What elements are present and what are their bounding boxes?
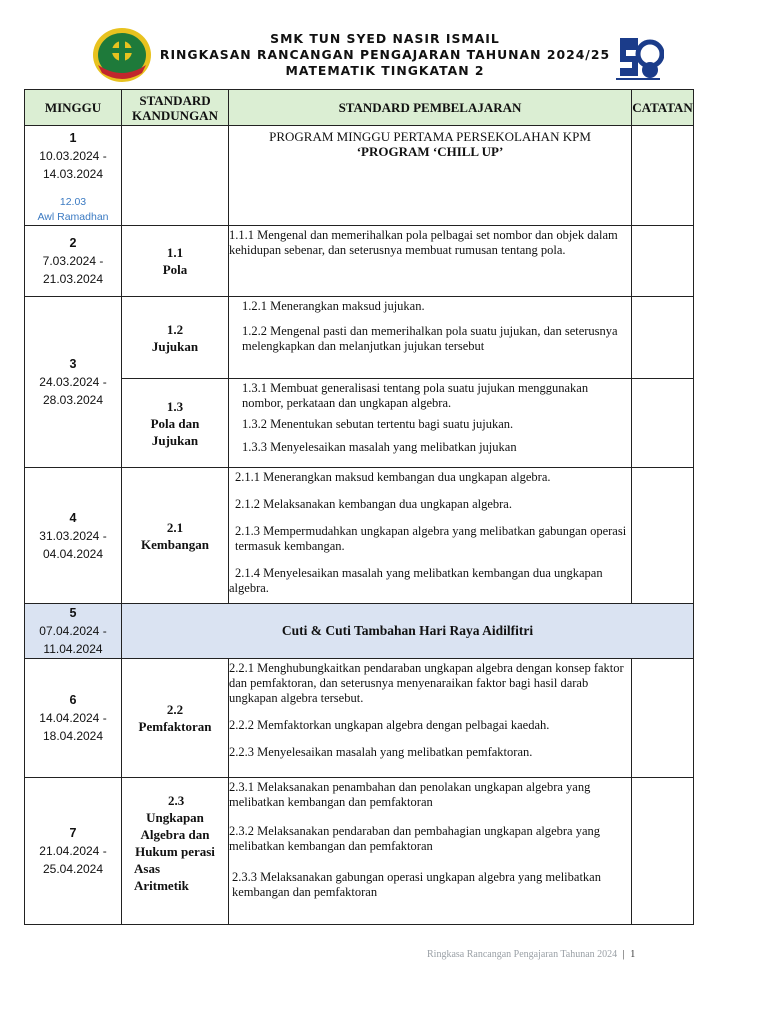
week-date-start: 14.04.2024 - [39,711,107,725]
learning-standard-cell [229,778,632,925]
header-learning-standard: STANDARD PEMBELAJARAN [229,90,632,126]
sk-name-line: Asas [134,861,161,876]
header-notes: CATATAN [632,90,694,126]
sk-name: Pemfaktoran [138,719,212,734]
ministry-program-logo [612,30,664,84]
holiday-label: Cuti & Cuti Tambahan Hari Raya Aidilfitri [281,623,534,638]
learning-standard-cell [229,126,632,226]
notes-cell [632,659,694,778]
learning-standard-cell [229,468,632,604]
notes-cell [632,778,694,925]
week-date-start: 07.04.2024 - [39,624,107,638]
week-date-start: 7.03.2024 - [42,254,104,268]
learning-standard-item: 1.2.2 Mengenal pasti dan memerihalkan pola suatu jujukan, dan seterusnya melengkapkan dan melanjutkan jujukan tersebut [242,324,618,353]
learning-standard-item: 1.3.3 Menyelesaikan masalah yang melibatkan jujukan [242,440,517,454]
week-number: 4 [69,510,77,525]
learning-standard-cell [229,226,632,297]
standard-content-cell [122,379,229,468]
holiday-cell [122,604,694,659]
teaching-plan-table [24,89,694,925]
week-number: 6 [69,693,77,707]
program-name: ‘PROGRAM ‘CHILL UP’ [356,144,504,159]
week-number: 7 [69,826,77,840]
learning-standard-item: 2.1.3 Mempermudahkan ungkapan algebra yang melibatkan gabungan operasi termasuk kembangan. [235,524,627,553]
notes-cell [632,226,694,297]
subject-title: MATEMATIK TINGKATAN 2 [285,63,485,78]
learning-standard-item: 2.2.2 Memfaktorkan ungkapan algebra dengan pelbagai kaedah. [229,718,550,732]
table-row [25,468,694,604]
table-row [25,379,694,468]
school-name: SMK TUN SYED NASIR ISMAIL [270,31,500,46]
sk-code: 2.3 [168,793,185,808]
learning-standard-item: 2.1.2 Melaksanakan kembangan dua ungkapan algebra. [235,497,512,511]
notes-cell [632,297,694,379]
week-date-end: 21.03.2024 [42,272,104,286]
header-week: MINGGU [25,90,122,126]
week-date-start: 24.03.2024 - [39,375,107,389]
sk-code: 1.2 [166,321,184,337]
notes-cell [632,126,694,226]
week-number: 3 [69,357,77,371]
table-row [25,778,694,925]
learning-standard-cell [229,297,632,379]
week-date-end: 18.04.2024 [42,729,104,743]
sk-name: Pola dan Jujukan [150,415,200,448]
sk-code: 2.1 [166,519,184,535]
sk-name: Jujukan [151,338,199,354]
sk-name: Pola [162,262,188,277]
footer-separator: | [622,949,625,960]
learning-standard-item: 2.2.1 Menghubungkaitkan pendaraban ungkapan algebra dengan konsep faktor dan pemfaktoran, dan seterusnya menyenaraikan faktor bagi hasil darab ungkapan algebra tersebut. [229,661,624,705]
sk-code: 1.1 [166,245,184,260]
learning-standard-item: 2.1.1 Menerangkan maksud kembangan dua ungkapan algebra. [235,470,551,484]
week-date-end: 28.03.2024 [42,393,104,407]
week-cell [25,778,122,925]
week-date-end: 14.03.2024 [42,167,104,181]
learning-standard-item: 2.1.4 Menyelesaikan masalah yang melibatkan kembangan dua ungkapan algebra. [229,566,603,595]
sk-name-line: Aritmetik [134,878,189,893]
week-date-start: 21.04.2024 - [39,844,107,858]
week-date-start: 31.03.2024 - [39,528,107,543]
note-label: Awl Ramadhan [37,211,109,223]
table-row [25,297,694,379]
learning-standard-cell [229,659,632,778]
table-row [25,659,694,778]
week-cell [25,468,122,604]
sk-code: 1.3 [166,398,184,414]
document-title-block [150,31,620,79]
learning-standard-item: 2.2.3 Menyelesaikan masalah yang melibatkan pemfaktoran. [229,745,533,759]
week-number: 1 [69,131,77,145]
sk-name-line: Ungkapan [146,810,204,825]
sk-name: Kembangan [141,536,209,552]
notes-cell [632,468,694,604]
standard-content-cell [122,297,229,379]
page-number: 1 [630,949,636,960]
document-header [0,0,768,88]
week-cell [25,126,122,226]
plan-title: RINGKASAN RANCANGAN PENGAJARAN TAHUNAN 2024/25 [159,47,611,62]
sk-code: 2.2 [166,702,184,717]
week-cell [25,226,122,297]
learning-standard-item: 1.3.1 Membuat generalisasi tentang pola suatu jujukan menggunakan nombor, perkataan dan ungkapan algebra. [242,381,589,410]
table-row [25,604,694,659]
week-number: 5 [69,606,77,620]
week-date-end: 11.04.2024 [43,642,103,656]
standard-content-cell [122,226,229,297]
school-crest-logo [92,27,152,83]
standard-content-cell [122,778,229,925]
week-date-end: 25.04.2024 [42,862,104,876]
learning-standard-item: 1.3.2 Menentukan sebutan tertentu bagi suatu jujukan. [242,417,514,431]
week-cell [25,297,122,468]
learning-standard-item: 2.3.3 Melaksanakan gabungan operasi ungkapan algebra yang melibatkan kembangan dan pemfaktoran [232,870,601,899]
week-cell [25,604,122,659]
ramadhan-note [25,195,121,225]
learning-standard-item: 2.3.2 Melaksanakan pendaraban dan pembahagian ungkapan algebra yang melibatkan kembangan dan pemfaktoran [229,824,601,853]
table-header-row [25,90,694,126]
note-date: 12.03 [59,196,87,208]
table-row [25,126,694,226]
learning-standard-item: 1.1.1 Mengenal dan memerihalkan pola pelbagai set nombor dan objek dalam kehidupan sebenar, dan seterusnya membuat rumusan tentang pola. [229,228,618,257]
table-row [25,226,694,297]
sk-name-line: Hukum perasi [135,844,215,859]
week-date-end: 04.04.2024 [42,546,104,561]
program-line: PROGRAM MINGGU PERTAMA PERSEKOLAHAN KPM [269,129,591,144]
learning-standard-item: 2.3.1 Melaksanakan penambahan dan penolakan ungkapan algebra yang melibatkan kembangan dan pemfaktoran [229,780,591,809]
week-cell [25,659,122,778]
learning-standard-cell [229,379,632,468]
standard-content-cell [122,468,229,604]
standard-content-cell [122,126,229,226]
notes-cell [632,379,694,468]
week-number: 2 [69,236,77,250]
learning-standard-item: 1.2.1 Menerangkan maksud jujukan. [242,299,425,313]
sk-name-line: Algebra dan [140,827,210,842]
header-standard-content: STANDARD KANDUNGAN [122,90,229,126]
footer-text: Ringkasa Rancangan Pengajaran Tahunan 2024 [427,949,618,960]
week-date-start: 10.03.2024 - [39,149,107,163]
standard-content-cell [122,659,229,778]
page-footer [427,949,635,960]
